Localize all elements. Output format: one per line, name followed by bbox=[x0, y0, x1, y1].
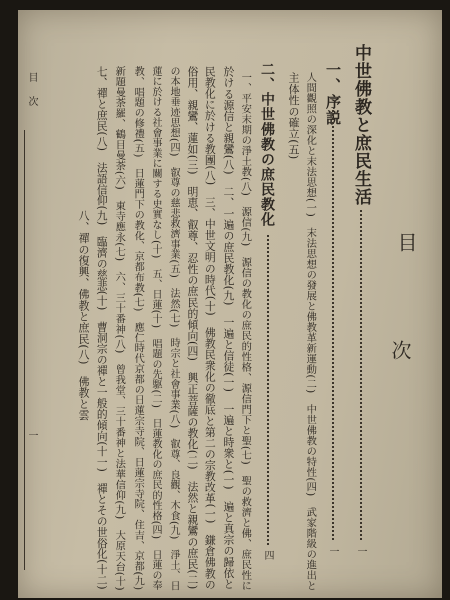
heading-introduction-page: 一 bbox=[327, 546, 338, 556]
entry-line-7: 教、唱題の修禮(五) 日蓮門下の教化、京都布教(七) 應仁時代京都の日蓮宗寺院、日蓮宗寺院、住吉、京都(九) bbox=[132, 66, 144, 591]
entry-line-6: 蓮に於ける社會事業に關する史實なし(十) 五、日蓮(十) 唱題の先駆(二) 日蓮教化の庶民的性格(四) 日蓮の奉 bbox=[150, 66, 162, 591]
running-footer-mokuji: 目 次 bbox=[26, 72, 37, 108]
footer-page-number: 一 bbox=[26, 430, 37, 440]
entry-line-4: 俗用、親鸞、蓮如(三) 明恵、叡尊、忍性の庶民的傾向(四) 興正菩薩の教化(二) 法然と親鸞の庶民(二) bbox=[185, 66, 199, 590]
section-title: 中世佛教と庶民生活 bbox=[351, 44, 371, 206]
intro-entry-line-1: 人間觀照の深化と末法思想(一) 末法思想の發展と佛教革新運動(二) 中世佛教の特性(四) 武家階級の進出と bbox=[304, 72, 317, 591]
toc-title-char-2: 次 bbox=[388, 340, 412, 360]
entry-line-5: の本地垂迹思想(四) 叡尊の慈悲救濟事業(五) 法然(七) 時宗と社會事業(八) 叡尊、良觀、木食(九) 淨土、日 bbox=[168, 66, 180, 591]
toc-title-char-1: 目 bbox=[394, 232, 418, 252]
entry-line-10: 八、禪の復興、佛教と庶民(八) 佛教と雲 bbox=[77, 210, 90, 421]
heading-popular-teaching: 二、中世佛教の庶民教化 bbox=[259, 62, 275, 227]
heading-introduction-leader bbox=[332, 110, 334, 540]
entry-line-2: 於ける源信と親鸞(八) 二、一遍の庶民教化(九) 一遍と信徒(一) 一遍と時衆と(一) 遍と真宗の歸依と bbox=[221, 66, 235, 590]
entry-line-3: 民教化に於ける教團(八) 三、中世文明の時代(十) 佛教民衆化の徹底と第二の宗教改革(一) 鎌倉佛教の bbox=[203, 66, 217, 590]
section-title-leader bbox=[360, 210, 362, 540]
heading-popular-teaching-leader bbox=[267, 235, 269, 545]
footer-rule bbox=[24, 130, 25, 570]
book-page bbox=[18, 10, 442, 598]
entry-line-1: 一、平安末期の淨土教(八) 源信(九) 源信の教化の庶民的性格、源信門下と聖(七) 聖の救濟と佛、庶民性に bbox=[239, 72, 252, 591]
entry-line-8: 新題曼荼羅、鶴目曼荼(六) 東寺應永(七) 六、三十番神(八) 曾我堂、三十番神と法華信仰(九) 大原天台(十) bbox=[113, 66, 126, 591]
intro-entry-line-2: 主体性の確立(五) bbox=[287, 72, 300, 160]
heading-introduction: 一、序説 bbox=[324, 62, 342, 126]
entry-line-9: 七、禪と庶民(八) 法語信仰(九) 臨濟の慈悲(十) 曹洞宗の禪と一般的傾向(十一) 禪とその世俗化(十二) bbox=[95, 66, 109, 590]
section-page-number: 一 bbox=[355, 546, 366, 556]
heading-popular-teaching-page: 四 bbox=[262, 550, 273, 560]
